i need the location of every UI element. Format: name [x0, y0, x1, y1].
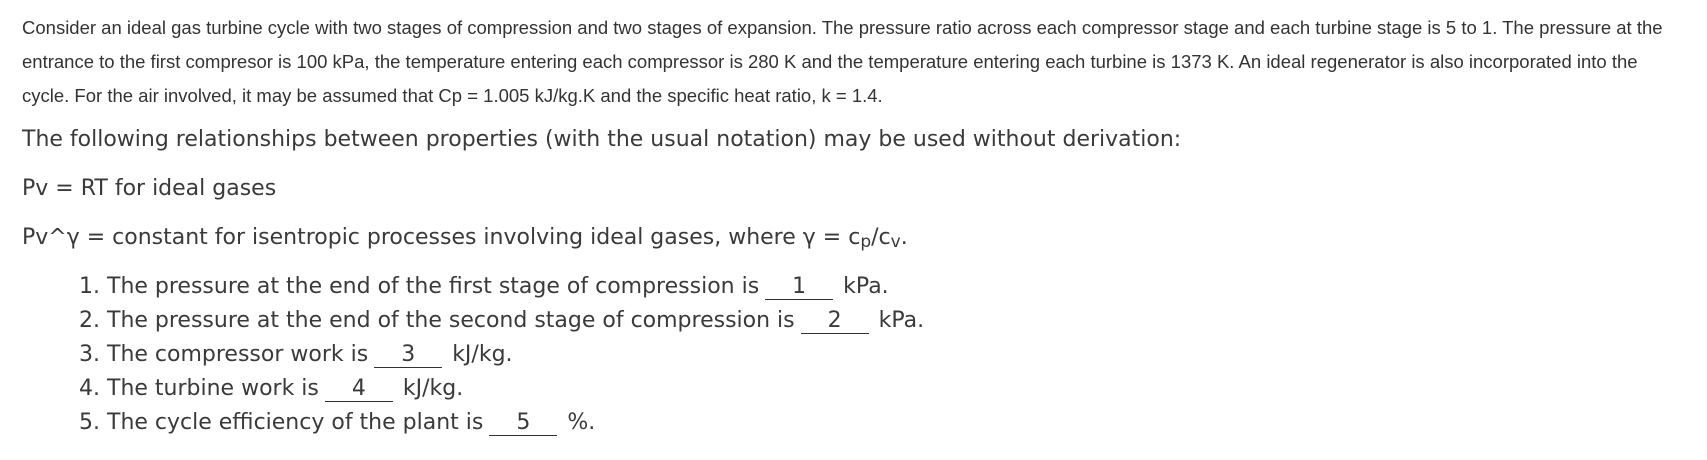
question-item [79, 372, 1685, 406]
question-text: The pressure at the end of the first stage of compression is [107, 274, 760, 299]
answer-blank-4[interactable]: 4 [325, 377, 393, 402]
question-unit: kJ/kg. [452, 342, 513, 367]
question-unit: %. [567, 410, 596, 435]
relationships-intro: The following relationships between properties (with the usual notation) may be used without derivation: [22, 127, 1182, 152]
question-unit: kJ/kg. [402, 376, 464, 401]
isentropic-slash: /c [871, 225, 891, 250]
question-text: The pressure at the end of the second stage of compression is [107, 308, 795, 333]
question-number: 1. [79, 274, 100, 299]
question-item [79, 270, 1685, 304]
question-unit: kPa. [878, 308, 925, 333]
answer-blank-1[interactable]: 1 [765, 275, 833, 300]
answer-blank-3[interactable]: 3 [374, 343, 442, 368]
question-number: 3. [79, 342, 100, 367]
subscript-v: v [890, 232, 901, 252]
subscript-p: p [860, 232, 872, 252]
question-number: 2. [79, 308, 100, 333]
isentropic-relation [22, 221, 1685, 259]
answer-blank-5[interactable]: 5 [489, 411, 557, 436]
question-text: The turbine work is [107, 376, 319, 401]
question-text: The cycle efficiency of the plant is [107, 410, 484, 435]
question-number: 4. [79, 376, 100, 401]
isentropic-text: Pv^γ = constant for isentropic processes involving ideal gases, where γ = c [22, 225, 861, 250]
question-list [22, 270, 1685, 440]
ideal-gas-law: Pv = RT for ideal gases [22, 176, 277, 201]
question-text: The compressor work is [107, 342, 369, 367]
isentropic-end: . [900, 225, 908, 250]
question-item [79, 304, 1685, 338]
question-item [79, 406, 1685, 440]
answer-blank-2[interactable]: 2 [801, 309, 869, 334]
question-number: 5. [79, 410, 100, 435]
question-unit: kPa. [843, 274, 889, 299]
problem-statement: Consider an ideal gas turbine cycle with two stages of compression and two stages of expansion. The pressure ratio across each compressor stage and each turbine stage is 5 to 1. The pressure at the entrance to the first compresor is 100 kPa, the temperature entering each compressor is 280 K and the temperature entering each turbine is 1373 K. An ideal regenerator is also incorporated into the cycle. For the air involved, it may be assumed that Cp = 1.005 kJ/kg.K and the specific heat ratio, k = 1.4. [22, 17, 1663, 106]
question-item [79, 338, 1685, 372]
